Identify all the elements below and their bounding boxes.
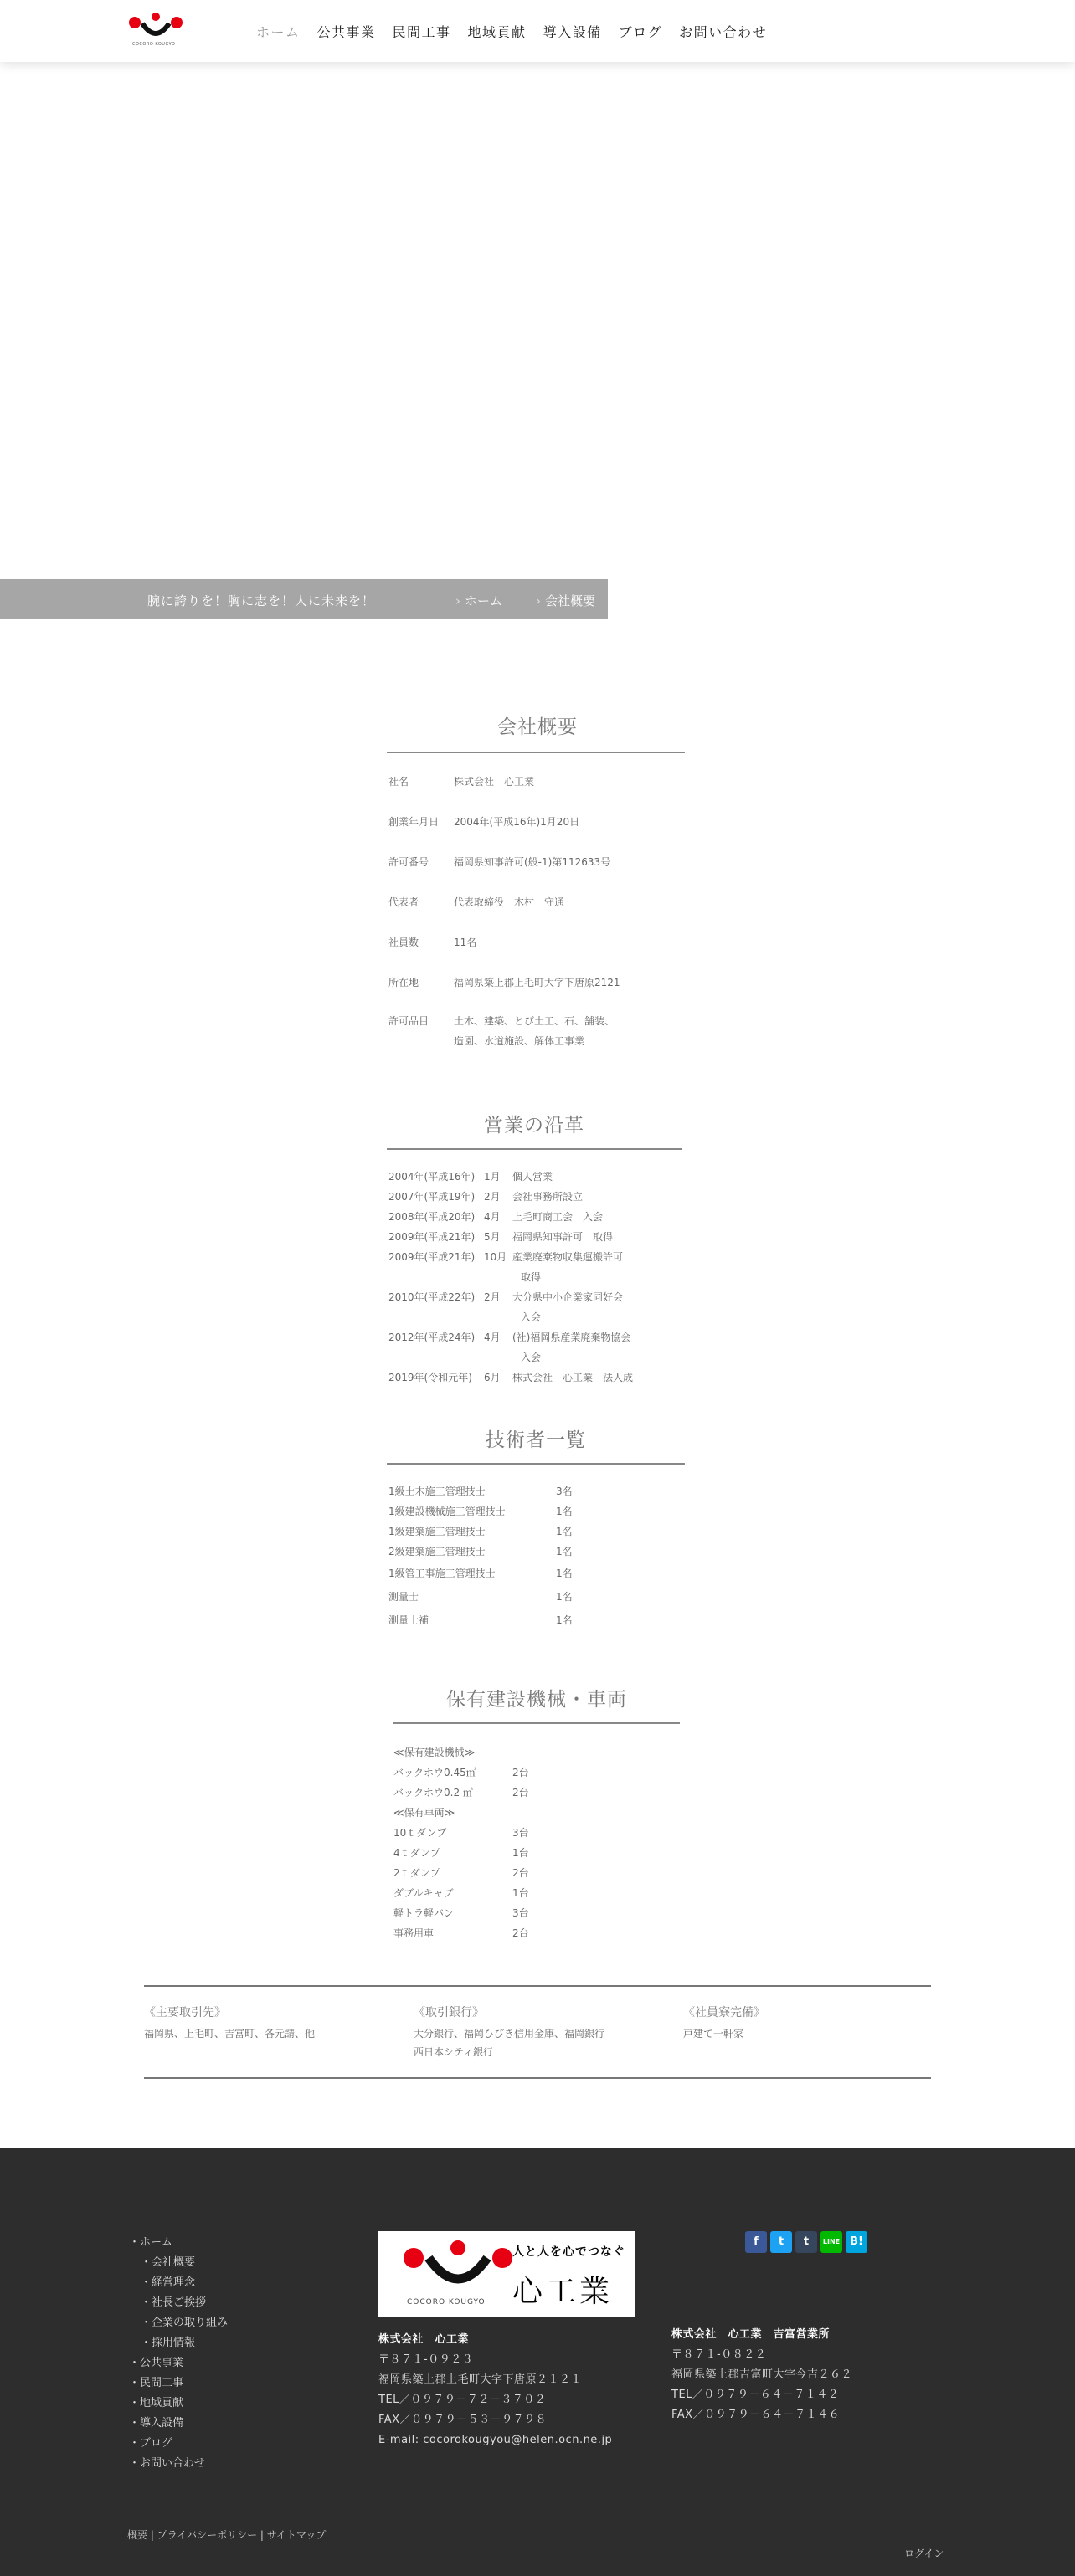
history-year: 2010年(平成22年) <box>388 1291 476 1303</box>
banks-text-2: 西日本シティ銀行 <box>414 2046 494 2058</box>
history-text: 大分県中小企業家同好会 <box>512 1291 624 1303</box>
overview-value: 代表取締役 木村 守通 <box>454 896 565 908</box>
company-zip: 〒８７１-０９２３ <box>378 2353 474 2366</box>
history-year: 2009年(平成21年) <box>388 1251 476 1263</box>
engineer-name: 1級建設機械施工管理技士 <box>388 1506 506 1517</box>
nav-public-works[interactable]: 公共事業 <box>316 24 376 40</box>
machine-count: 2台 <box>512 1867 529 1879</box>
history-text: 個人営業 <box>512 1171 553 1183</box>
dorm-text: 戸建て一軒家 <box>683 2028 744 2040</box>
engineer-name: 測量士 <box>388 1591 419 1603</box>
history-divider <box>387 1148 682 1150</box>
engineer-count: 1名 <box>556 1526 573 1537</box>
logo-caption: COCORO KOUGYO <box>132 42 176 47</box>
overview-value: 土木、建築、とび土工、石、舗装、 <box>454 1015 615 1027</box>
footer-logo-caption: COCORO KOUGYO <box>407 2298 486 2307</box>
footer-logo-mark <box>395 2236 521 2303</box>
footer-links[interactable]: 概要 | プライバシーポリシー | サイトマップ <box>127 2529 327 2541</box>
hero-area <box>0 62 1075 619</box>
branch-zip: 〒８７１-０８２２ <box>671 2348 767 2361</box>
history-text-cont: 入会 <box>521 1352 542 1363</box>
overview-divider <box>387 752 685 753</box>
machines-divider <box>393 1722 680 1724</box>
branch-tel: TEL／０９７９－６４－７１４２ <box>671 2389 840 2401</box>
twitter-icon[interactable]: t <box>770 2231 792 2253</box>
company-address: 福岡県築上郡上毛町大字下唐原２１２１ <box>378 2373 583 2386</box>
footer-logo-tagline: 人と人を心でつなぐ <box>512 2245 625 2259</box>
nav-private-works[interactable]: 民間工事 <box>392 24 451 40</box>
nav-home[interactable]: ホーム <box>256 24 301 40</box>
company-fax: FAX／０９７９－５３－９７９８ <box>378 2414 548 2426</box>
machine-name: 2ｔダンプ <box>393 1867 440 1879</box>
history-text-cont: 入会 <box>521 1311 542 1323</box>
banks-column <box>414 2004 604 2062</box>
banks-heading: 《取引銀行》 <box>414 2006 484 2019</box>
engineer-name: 1級土木施工管理技士 <box>388 1486 486 1497</box>
overview-value: 11名 <box>454 936 477 948</box>
footer-menu-item[interactable]: ・導入設備 <box>129 2417 184 2430</box>
machine-name: ダブルキャブ <box>393 1887 454 1899</box>
overview-value: 2004年(平成16年)1月20日 <box>454 816 580 828</box>
tumblr-icon[interactable]: t <box>795 2231 817 2253</box>
history-month: 4月 <box>484 1211 501 1223</box>
history-text: 会社事務所設立 <box>512 1191 584 1203</box>
overview-value-cont: 造園、水道施設、解体工事業 <box>454 1035 585 1047</box>
clients-column <box>144 2004 315 2044</box>
overview-label: 代表者 <box>388 896 419 908</box>
site-header <box>0 0 1075 62</box>
breadcrumb-bar <box>0 579 608 619</box>
engineers-title: 技術者一覧 <box>486 1429 586 1451</box>
hatena-icon[interactable]: B! <box>846 2231 867 2253</box>
history-year: 2019年(令和元年) <box>388 1372 472 1383</box>
overview-label: 所在地 <box>388 977 419 988</box>
history-text-cont: 取得 <box>521 1271 542 1283</box>
branch-fax: FAX／０９７９－６４－７１４６ <box>671 2409 841 2421</box>
machine-count: 3台 <box>512 1907 529 1919</box>
engineer-count: 1名 <box>556 1614 573 1626</box>
breadcrumb-home[interactable]: › ホーム <box>455 593 503 608</box>
history-month: 2月 <box>484 1191 501 1203</box>
history-text: (社)福岡県産業廃棄物協会 <box>512 1332 631 1343</box>
history-text: 福岡県知事許可 取得 <box>512 1231 614 1243</box>
history-text: 株式会社 心工業 法人成 <box>512 1372 634 1383</box>
history-month: 1月 <box>484 1171 501 1183</box>
history-year: 2009年(平成21年) <box>388 1231 476 1243</box>
history-title: 営業の沿革 <box>484 1115 584 1137</box>
overview-label: 許可番号 <box>388 856 429 868</box>
line-icon[interactable]: LINE <box>820 2231 842 2253</box>
footer-menu-item[interactable]: ・会社概要 <box>141 2256 196 2269</box>
overview-label: 創業年月日 <box>388 816 440 828</box>
breadcrumb-current: › 会社概要 <box>536 593 596 608</box>
footer-menu-item[interactable]: ・経営理念 <box>141 2276 196 2289</box>
history-year: 2004年(平成16年) <box>388 1171 476 1183</box>
machine-count: 2台 <box>512 1767 529 1778</box>
machine-count: 2台 <box>512 1927 529 1939</box>
history-year: 2012年(平成24年) <box>388 1332 476 1343</box>
machine-count: 2台 <box>512 1787 529 1799</box>
footer-logo[interactable] <box>378 2231 635 2317</box>
login-link[interactable]: ログイン <box>904 2548 944 2559</box>
machine-name: 軽トラ軽バン <box>393 1907 455 1919</box>
machine-count: 1台 <box>512 1887 529 1899</box>
footer-menu-item[interactable]: ・公共事業 <box>129 2357 184 2369</box>
engineer-name: 測量士補 <box>388 1614 429 1626</box>
nav-community[interactable]: 地域貢献 <box>467 24 527 40</box>
engineer-count: 1名 <box>556 1568 573 1579</box>
branch-name: 株式会社 心工業 吉富営業所 <box>671 2328 831 2341</box>
history-text: 上毛町商工会 入会 <box>512 1211 604 1223</box>
engineer-count: 1名 <box>556 1591 573 1603</box>
footer-logo-kanji: 心工業 <box>512 2275 614 2309</box>
site-footer <box>0 2148 1075 2576</box>
footer-menu-item[interactable]: ・お問い合わせ <box>129 2457 206 2470</box>
overview-label: 社員数 <box>388 936 419 948</box>
machine-count: 3台 <box>512 1827 529 1839</box>
machine-name: ≪保有建設機械≫ <box>393 1747 476 1758</box>
company-tel: TEL／０９７９－７２－３７０２ <box>378 2394 547 2406</box>
history-month: 2月 <box>484 1291 501 1303</box>
overview-title: 会社概要 <box>497 716 578 738</box>
history-year: 2008年(平成20年) <box>388 1211 476 1223</box>
facebook-icon[interactable]: f <box>745 2231 767 2253</box>
clients-text: 福岡県、上毛町、吉富町、各元請、他 <box>144 2028 316 2040</box>
footer-menu-item[interactable]: ・企業の取り組み <box>141 2317 229 2329</box>
machine-name: 4ｔダンプ <box>393 1847 440 1859</box>
engineer-count: 3名 <box>556 1486 573 1497</box>
overview-value: 株式会社 心工業 <box>454 776 535 788</box>
history-month: 6月 <box>484 1372 501 1383</box>
history-month: 4月 <box>484 1332 501 1343</box>
history-month: 10月 <box>484 1251 507 1263</box>
machine-name: 事務用車 <box>393 1927 435 1939</box>
footer-menu-item[interactable]: ・民間工事 <box>129 2377 184 2389</box>
history-text: 産業廃棄物収集運搬許可 <box>512 1251 624 1263</box>
clients-heading: 《主要取引先》 <box>144 2006 226 2019</box>
machines-title: 保有建設機械・車両 <box>446 1689 627 1711</box>
footer-menu-item[interactable]: ・採用情報 <box>141 2337 196 2349</box>
nav-contact[interactable]: お問い合わせ <box>679 24 768 40</box>
dorm-column <box>683 2004 765 2044</box>
footer-menu-item[interactable]: ・ホーム <box>129 2236 173 2249</box>
banks-text-1: 大分銀行、福岡ひびき信用金庫、福岡銀行 <box>414 2028 605 2040</box>
engineer-name: 1級建築施工管理技士 <box>388 1526 486 1537</box>
machine-name: バックホウ0.45㎥ <box>393 1767 476 1778</box>
nav-blog[interactable]: ブログ <box>618 24 663 40</box>
overview-label: 社名 <box>388 776 409 788</box>
engineer-count: 1名 <box>556 1546 573 1557</box>
branch-address: 福岡県築上郡吉富町大字今吉２６２ <box>671 2368 853 2381</box>
engineer-name: 1級管工事施工管理技士 <box>388 1568 496 1579</box>
slogan: 腕に誇りを！胸に志を！人に未来を！ <box>147 593 376 608</box>
engineer-count: 1名 <box>556 1506 573 1517</box>
history-month: 5月 <box>484 1231 501 1243</box>
company-name: 株式会社 心工業 <box>378 2333 470 2346</box>
footer-branch-info <box>671 2325 852 2425</box>
social-buttons <box>745 2231 867 2253</box>
footer-menu-item[interactable]: ・地域貢献 <box>129 2397 184 2409</box>
main-nav <box>256 22 767 41</box>
machine-name: ≪保有車両≫ <box>393 1807 455 1819</box>
overview-label: 許可品目 <box>388 1015 429 1027</box>
footer-menu-item[interactable]: ・社長ご挨拶 <box>141 2296 207 2309</box>
nav-equipment[interactable]: 導入設備 <box>543 24 602 40</box>
engineer-name: 2級建築施工管理技士 <box>388 1546 486 1557</box>
machine-name: 10ｔダンプ <box>393 1827 447 1839</box>
overview-value: 福岡県知事許可(般-1)第112633号 <box>454 856 611 868</box>
machine-name: バックホウ0.2 ㎥ <box>393 1787 473 1799</box>
history-year: 2007年(平成19年) <box>388 1191 476 1203</box>
company-email[interactable]: E-mail: cocorokougyou@helen.ocn.ne.jp <box>378 2434 613 2446</box>
footer-menu-item[interactable]: ・ブログ <box>129 2437 173 2450</box>
footer-company-info <box>378 2330 612 2450</box>
overview-value: 福岡県築上郡上毛町大字下唐原2121 <box>454 977 620 988</box>
dorm-heading: 《社員寮完備》 <box>683 2006 765 2019</box>
engineers-divider <box>387 1463 685 1465</box>
footer-menu <box>129 2233 228 2474</box>
machine-count: 1台 <box>512 1847 529 1859</box>
info-box <box>144 1985 931 2079</box>
